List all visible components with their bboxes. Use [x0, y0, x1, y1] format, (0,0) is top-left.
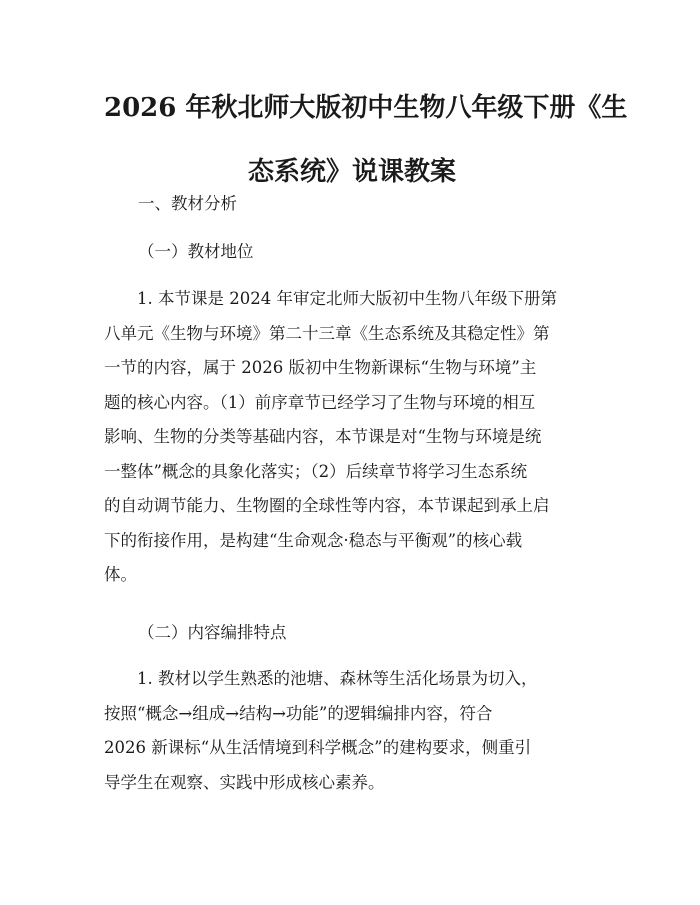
paragraph-line: 按照“概念→组成→结构→功能”的逻辑编排内容，符合 — [104, 703, 493, 723]
paragraph-line: 一节的内容，属于 2026 版初中生物新课标“生物与环境”主 — [104, 358, 537, 377]
section-heading-textbook-analysis: 一、教材分析 — [138, 194, 237, 213]
paragraph-line: 下的衔接作用，是构建“生命观念·稳态与平衡观”的核心载 — [104, 530, 523, 550]
paragraph-content-arrangement — [104, 662, 598, 800]
title-line-1: 2026 年秋北师大版初中生物八年级下册《生 — [104, 93, 628, 123]
document-title — [104, 84, 628, 196]
paragraph-line: 体。 — [104, 565, 137, 584]
paragraph-line: 1. 教材以学生熟悉的池塘、森林等生活化场景为切入， — [137, 669, 538, 688]
paragraph-line: 影响、生物的分类等基础内容，本节课是对“生物与环境是统 — [104, 427, 542, 446]
title-line-2: 态系统》说课教案 — [247, 157, 456, 187]
paragraph-line: 1. 本节课是 2024 年审定北师大版初中生物八年级下册第 — [137, 289, 557, 308]
paragraph-line: 的自动调节能力、生物圈的全球性等内容，本节课起到承上启 — [104, 496, 550, 515]
paragraph-line: 题的核心内容。（1）前序章节已经学习了生物与环境的相互 — [104, 392, 536, 412]
subsection-heading-content-arrangement: （二）内容编排特点 — [138, 623, 287, 642]
paragraph-line: 导学生在观察、实践中形成核心素养。 — [104, 772, 385, 792]
paragraph-textbook-position — [104, 282, 598, 593]
paragraph-line: 八单元《生物与环境》第二十三章《生态系统及其稳定性》第 — [104, 323, 550, 343]
paragraph-line: 一整体”概念的具象化落实；（2）后续章节将学习生态系统 — [104, 461, 528, 481]
paragraph-line: 2026 新课标“从生活情境到科学概念”的建构要求，侧重引 — [104, 738, 532, 757]
subsection-heading-textbook-position: （一）教材地位 — [138, 242, 254, 261]
